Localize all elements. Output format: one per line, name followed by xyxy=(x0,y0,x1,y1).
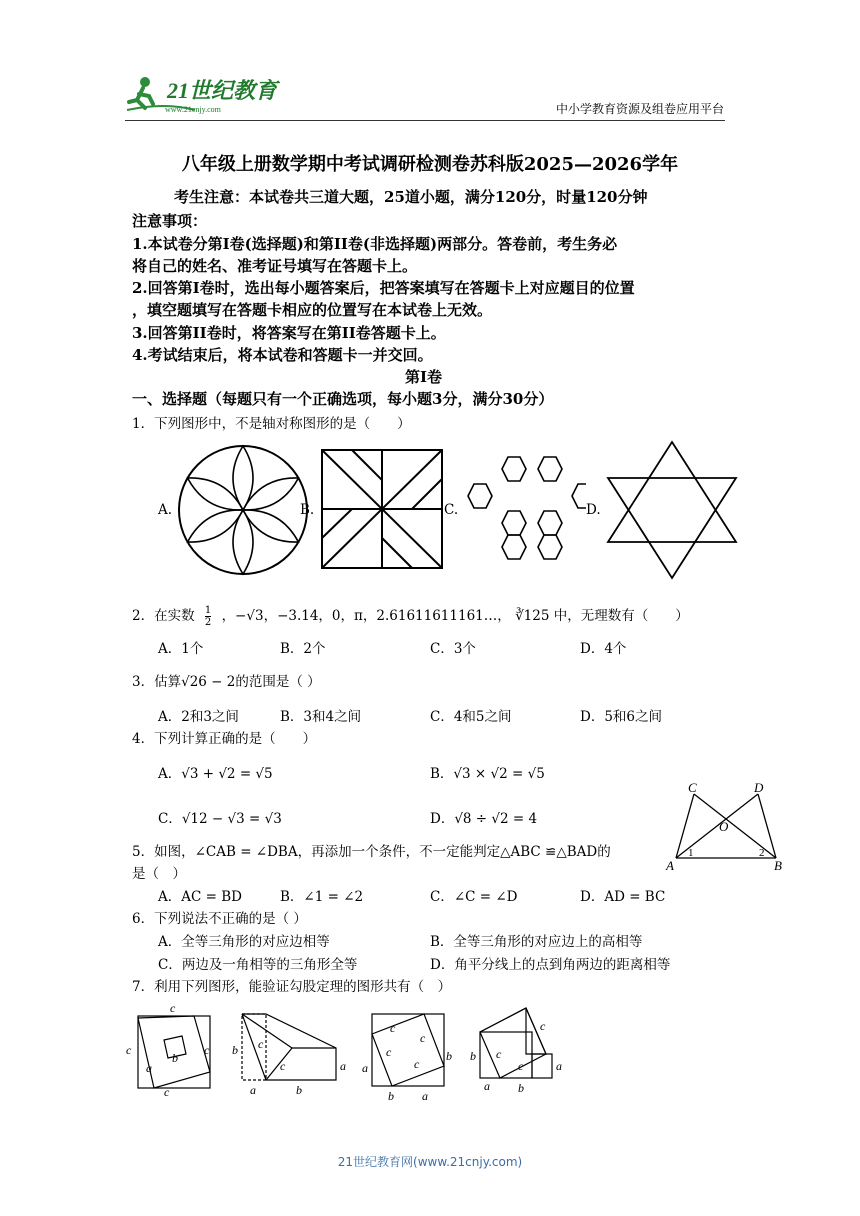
q6-option-d: D．角平分线上的点到角两边的距离相等 xyxy=(430,957,671,973)
side-a-label: a xyxy=(250,1083,256,1097)
side-c-label: c xyxy=(518,1059,524,1073)
question-2-stem xyxy=(132,604,689,628)
label-b: B xyxy=(774,858,782,872)
side-a-label: a xyxy=(146,1061,152,1075)
attention-line: 1.本试卷分第I卷(选择题)和第II卷(非选择题)两部分。答卷前，考生务必 xyxy=(132,235,618,253)
side-c-label: c xyxy=(386,1045,392,1059)
side-b-label: b xyxy=(172,1051,178,1065)
q3-option-c: C．4和5之间 xyxy=(430,709,512,725)
hexagon-ring-figure xyxy=(466,455,586,563)
runner-logo-icon xyxy=(125,72,295,116)
q5-option-a: A．AC = BD xyxy=(158,889,242,905)
side-b-label: b xyxy=(518,1081,524,1095)
star-of-david-figure xyxy=(604,440,740,580)
logo-url: www.21cnjy.com xyxy=(165,105,221,114)
q2-cube-root: ∛125 xyxy=(515,608,550,624)
side-c-label: c xyxy=(204,1043,210,1057)
q2-stem-start: 2．在实数 xyxy=(132,608,195,624)
side-c-label: c xyxy=(170,1002,176,1015)
attention-line: 4.考试结束后，将本试卷和答题卡一并交回。 xyxy=(132,346,433,364)
side-c-label: c xyxy=(126,1043,132,1057)
header-platform-text: 中小学教育资源及组卷应用平台 xyxy=(555,102,724,116)
fraction-numerator: 1 xyxy=(204,605,212,616)
attention-line: ，填空题填写在答题卡相应的位置写在本试卷上无效。 xyxy=(132,301,493,319)
side-a-label: a xyxy=(484,1079,490,1093)
side-b-label: b xyxy=(388,1089,394,1102)
label-c: C xyxy=(688,780,697,795)
q4-option-d: D．√8 ÷ √2 = 4 xyxy=(430,811,538,827)
q2-option-d: D．4个 xyxy=(580,641,627,657)
q6-option-a: A．全等三角形的对应边相等 xyxy=(158,934,330,950)
q1-option-a-label: A. xyxy=(158,502,173,518)
q5-triangle-figure xyxy=(664,778,788,872)
q3-option-b: B．3和4之间 xyxy=(280,709,362,725)
q7-figure-2 xyxy=(228,1008,348,1098)
q1-option-d-label: D. xyxy=(586,502,601,518)
q3-option-a: A．2和3之间 xyxy=(158,709,239,725)
angle-2-label: 2 xyxy=(759,847,765,859)
exam-notice: 考生注意：本试卷共三道大题，25道小题，满分120分，时量120分钟 xyxy=(174,188,648,206)
label-a: A xyxy=(666,858,674,872)
side-a-label: a xyxy=(340,1059,346,1073)
side-a-label: a xyxy=(362,1061,368,1075)
question-5-stem-cont: 是（ ） xyxy=(132,866,186,882)
side-b-label: b xyxy=(296,1083,302,1097)
q2-option-b: B．2个 xyxy=(280,641,326,657)
side-a-label: a xyxy=(422,1089,428,1102)
q3-option-d: D．5和6之间 xyxy=(580,709,663,725)
header-divider xyxy=(125,120,725,121)
one-half-fraction xyxy=(205,605,211,628)
attention-line: 将自己的姓名、准考证号填写在答题卡上。 xyxy=(132,257,418,275)
q4-option-b: B．√3 × √2 = √5 xyxy=(430,766,545,782)
question-6-stem: 6．下列说法不正确的是（ ） xyxy=(132,911,307,927)
part-title: 第I卷 xyxy=(405,368,443,386)
q2-stem-end: 中，无理数有（ ） xyxy=(553,608,689,624)
q2-number-list: ，−√3，−3.14，0，π，2.61611611161…， xyxy=(221,608,511,624)
side-c-label: c xyxy=(540,1019,546,1033)
attention-title: 注意事项： xyxy=(132,212,208,230)
q7-figure-4 xyxy=(466,998,576,1098)
question-5-stem: 5．如图，∠CAB = ∠DBA，再添加一个条件，不一定能判定△ABC ≌△BAD的 xyxy=(132,844,611,860)
q2-option-a: A．1个 xyxy=(158,641,204,657)
q1-option-b-label: B. xyxy=(300,502,315,518)
q2-option-c: C．3个 xyxy=(430,641,476,657)
q4-option-c: C．√12 − √3 = √3 xyxy=(158,811,282,827)
attention-line: 2.回答第I卷时，选出每小题答案后，把答案填写在答题卡上对应题目的位置 xyxy=(132,279,635,297)
section-title: 一、选择题（每题只有一个正确选项，每小题3分，满分30分） xyxy=(132,390,554,408)
label-d: D xyxy=(754,780,764,795)
q4-option-a: A．√3 + √2 = √5 xyxy=(158,766,273,782)
site-logo xyxy=(125,72,295,116)
attention-line: 3.回答第II卷时，将答案写在第II卷答题卡上。 xyxy=(132,324,446,342)
q7-figure-3 xyxy=(360,1006,456,1102)
side-c-label: c xyxy=(496,1047,502,1061)
question-1-stem: 1．下列图形中，不是轴对称图形的是（ ） xyxy=(132,416,411,432)
fraction-denominator: 2 xyxy=(204,617,212,628)
q1-option-c-label: C. xyxy=(444,502,459,518)
question-4-stem: 4．下列计算正确的是（ ） xyxy=(132,731,317,747)
question-7-stem: 7．利用下列图形，能验证勾股定理的图形共有（ ） xyxy=(132,979,452,995)
label-o: O xyxy=(719,819,729,834)
side-b-label: b xyxy=(446,1049,452,1063)
side-b-label: b xyxy=(232,1043,238,1057)
side-c-label: c xyxy=(420,1031,426,1045)
angle-1-label: 1 xyxy=(688,847,694,859)
q6-option-c: C．两边及一角相等的三角形全等 xyxy=(158,957,358,973)
side-c-label: c xyxy=(414,1057,420,1071)
q5-option-c: C．∠C = ∠D xyxy=(430,889,518,905)
side-c-label: c xyxy=(164,1085,170,1098)
q5-option-d: D．AD = BC xyxy=(580,889,666,905)
logo-text: 21世纪教育 xyxy=(167,78,278,103)
side-a-label: a xyxy=(556,1059,562,1073)
question-3-stem: 3．估算√26 − 2的范围是（ ） xyxy=(132,674,321,690)
q7-figure-1 xyxy=(124,1002,220,1098)
circle-flower-figure xyxy=(176,443,310,577)
side-c-label: c xyxy=(258,1037,264,1051)
page-title: 八年级上册数学期中考试调研检测卷苏科版2025—2026学年 xyxy=(181,154,679,175)
q5-option-b: B．∠1 = ∠2 xyxy=(280,889,364,905)
side-c-label: c xyxy=(390,1021,396,1035)
page-footer: 21世纪教育网(www.21cnjy.com) xyxy=(337,1155,523,1169)
side-b-label: b xyxy=(470,1049,476,1063)
q6-option-b: B．全等三角形的对应边上的高相等 xyxy=(430,934,643,950)
pinwheel-figure xyxy=(318,448,446,570)
side-c-label: c xyxy=(280,1059,286,1073)
